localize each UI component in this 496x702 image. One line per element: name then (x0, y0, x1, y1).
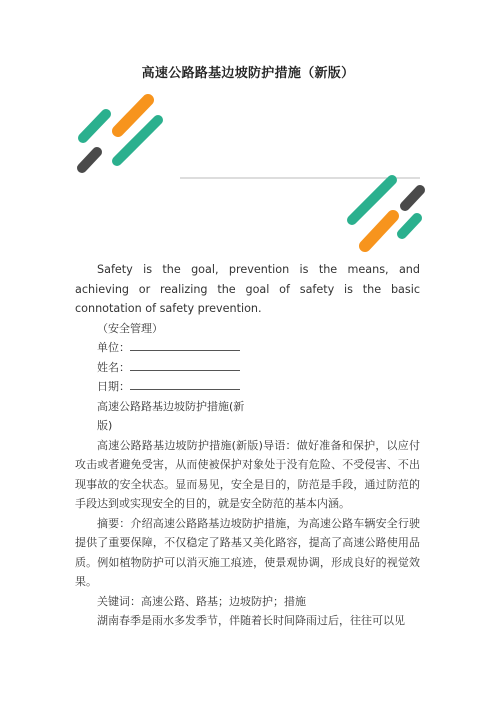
paragraph-guide: 高速公路路基边坡防护措施(新版)导语：做好准备和保护，以应付攻击或者避免受害，从而使被保护对象处于没有危险、不受侵害、不出现事故的安全状态。显而易见，安全是目的，防范是手段，通过防范的手段达到或实现安全的目的，就是安全防范的基本内涵。 (75, 438, 420, 510)
document-body (75, 260, 420, 631)
field-date-blank[interactable] (130, 378, 240, 390)
english-intro: Safety is the goal, prevention is the means, and achieving or realizing the goal of safety is the basic connotation of safety prevention. (75, 263, 420, 315)
stripe-orange-right (365, 216, 393, 246)
decorative-banner (0, 0, 496, 260)
stripe-gray-left (82, 152, 97, 168)
subtitle-line-1: 高速公路路基边坡防护措施(新 (97, 399, 245, 413)
stripe-teal-left-top (83, 114, 106, 138)
field-unit (75, 338, 420, 358)
field-name-label: 姓名： (97, 360, 130, 374)
document-title: 高速公路路基边坡防护措施（新版） (141, 66, 355, 81)
field-unit-blank[interactable] (130, 339, 240, 351)
stripe-teal-right-small (402, 218, 417, 234)
category-label: （安全管理） (97, 321, 163, 335)
stripe-teal-right-long (352, 180, 392, 220)
stripe-gray-right (405, 190, 420, 206)
field-unit-label: 单位： (97, 341, 130, 354)
paragraph-abstract: 摘要：介绍高速公路路基边坡防护措施，为高速公路车辆安全行驶提供了重要保障，不仅稳定了路基又美化路容，提高了高速公路使用品质。例如植物防护可以消灭施工痕迹，使景观协调，形成良好的视觉效果。 (75, 516, 420, 588)
paragraph-body: 湖南春季是雨水多发季节，伴随着长时间降雨过后，往往可以见 (97, 614, 405, 627)
field-name (75, 358, 420, 378)
subtitle-line-2: 版) (97, 419, 113, 432)
paragraph-keywords: 关键词：高速公路、路基；边坡防护；措施 (97, 594, 306, 608)
field-date (75, 377, 420, 397)
stripe-orange-left (118, 100, 148, 131)
field-name-blank[interactable] (130, 359, 240, 371)
field-date-label: 日期： (97, 380, 130, 393)
